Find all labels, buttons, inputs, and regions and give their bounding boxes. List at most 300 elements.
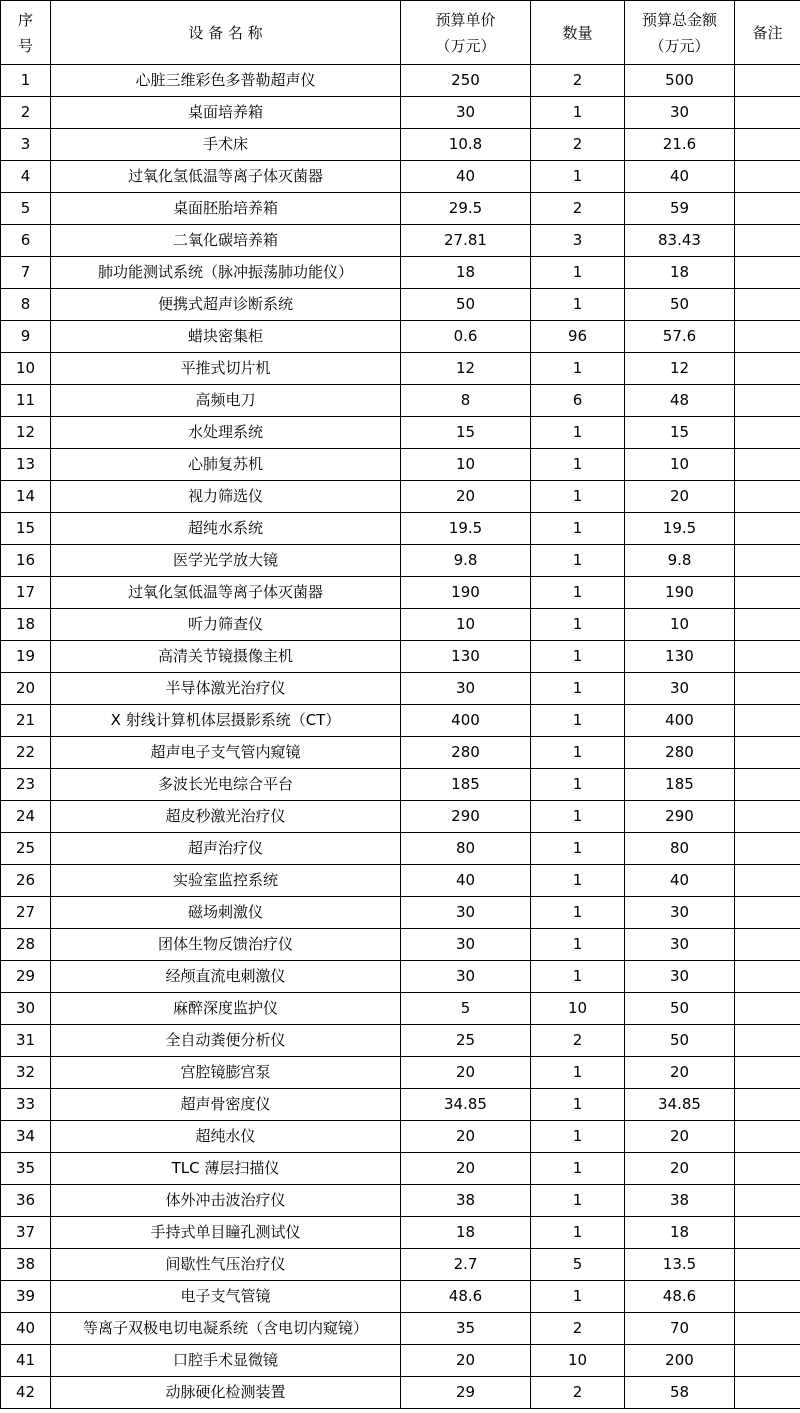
cell-remark [735,769,800,801]
cell-unit-price: 30 [401,97,531,129]
cell-total: 83.43 [625,225,735,257]
cell-remark [735,897,800,929]
cell-remark [735,1377,800,1409]
cell-name: 医学光学放大镜 [51,545,401,577]
table-row [1,1089,800,1121]
cell-remark [735,449,800,481]
cell-seq: 4 [1,161,51,193]
table-row [1,97,800,129]
cell-name: 半导体激光治疗仪 [51,673,401,705]
cell-total: 15 [625,417,735,449]
table-row [1,993,800,1025]
cell-seq: 16 [1,545,51,577]
cell-name: 多波长光电综合平台 [51,769,401,801]
table-row [1,1121,800,1153]
cell-quantity: 1 [531,1121,625,1153]
cell-name: 便携式超声诊断系统 [51,289,401,321]
table-row [1,961,800,993]
cell-name: 平推式切片机 [51,353,401,385]
cell-total: 50 [625,1025,735,1057]
cell-remark [735,993,800,1025]
cell-unit-price: 40 [401,865,531,897]
cell-seq: 23 [1,769,51,801]
cell-quantity: 5 [531,1249,625,1281]
cell-quantity: 1 [531,673,625,705]
cell-remark [735,705,800,737]
cell-quantity: 1 [531,257,625,289]
cell-quantity: 1 [531,833,625,865]
table-body [1,65,800,1409]
cell-unit-price: 20 [401,1345,531,1377]
cell-quantity: 1 [531,609,625,641]
cell-name: 蜡块密集柜 [51,321,401,353]
cell-name: 超皮秒激光治疗仪 [51,801,401,833]
cell-unit-price: 280 [401,737,531,769]
table-row [1,353,800,385]
cell-remark [735,929,800,961]
cell-quantity: 1 [531,737,625,769]
cell-total: 80 [625,833,735,865]
cell-seq: 12 [1,417,51,449]
cell-name: 二氧化碳培养箱 [51,225,401,257]
cell-unit-price: 20 [401,481,531,513]
cell-remark [735,481,800,513]
cell-unit-price: 10.8 [401,129,531,161]
cell-remark [735,321,800,353]
header-seq [1,1,51,65]
cell-name: 团体生物反馈治疗仪 [51,929,401,961]
cell-unit-price: 38 [401,1185,531,1217]
table-row [1,801,800,833]
header-remark: 备注 [735,1,800,65]
table-row [1,513,800,545]
cell-seq: 5 [1,193,51,225]
table-row [1,1025,800,1057]
cell-name: TLC 薄层扫描仪 [51,1153,401,1185]
header-quantity: 数量 [531,1,625,65]
cell-remark [735,801,800,833]
cell-unit-price: 250 [401,65,531,97]
table-row [1,1153,800,1185]
cell-total: 20 [625,1153,735,1185]
header-seq-line2: 号 [17,36,33,55]
cell-total: 10 [625,609,735,641]
cell-name: 口腔手术显微镜 [51,1345,401,1377]
cell-quantity: 3 [531,225,625,257]
cell-total: 48 [625,385,735,417]
cell-remark [735,97,800,129]
cell-quantity: 2 [531,65,625,97]
cell-remark [735,1089,800,1121]
cell-seq: 15 [1,513,51,545]
cell-remark [735,641,800,673]
cell-total: 50 [625,993,735,1025]
cell-name: 高清关节镜摄像主机 [51,641,401,673]
cell-seq: 30 [1,993,51,1025]
cell-total: 400 [625,705,735,737]
cell-seq: 38 [1,1249,51,1281]
header-unit-price [401,1,531,65]
table-row [1,1249,800,1281]
cell-name: 麻醉深度监护仪 [51,993,401,1025]
cell-quantity: 1 [531,897,625,929]
cell-name: 磁场刺激仪 [51,897,401,929]
cell-total: 40 [625,161,735,193]
cell-seq: 28 [1,929,51,961]
table-row [1,1185,800,1217]
table-row [1,897,800,929]
cell-remark [735,1249,800,1281]
cell-total: 18 [625,257,735,289]
header-total-line1: 预算总金额 [641,10,717,29]
cell-total: 13.5 [625,1249,735,1281]
cell-remark [735,577,800,609]
cell-seq: 9 [1,321,51,353]
table-row [1,1377,800,1409]
cell-total: 70 [625,1313,735,1345]
cell-remark [735,1281,800,1313]
cell-seq: 14 [1,481,51,513]
cell-remark [735,257,800,289]
cell-seq: 8 [1,289,51,321]
cell-quantity: 1 [531,801,625,833]
cell-quantity: 1 [531,1185,625,1217]
cell-seq: 37 [1,1217,51,1249]
cell-quantity: 1 [531,577,625,609]
cell-remark [735,225,800,257]
cell-total: 30 [625,897,735,929]
table-row [1,481,800,513]
cell-total: 30 [625,97,735,129]
table-row [1,1217,800,1249]
cell-unit-price: 27.81 [401,225,531,257]
cell-name: 听力筛查仪 [51,609,401,641]
cell-unit-price: 5 [401,993,531,1025]
cell-remark [735,673,800,705]
cell-unit-price: 29 [401,1377,531,1409]
cell-total: 200 [625,1345,735,1377]
cell-remark [735,65,800,97]
cell-unit-price: 35 [401,1313,531,1345]
cell-unit-price: 30 [401,897,531,929]
cell-total: 20 [625,481,735,513]
cell-unit-price: 10 [401,449,531,481]
cell-remark [735,961,800,993]
cell-quantity: 1 [531,97,625,129]
cell-quantity: 1 [531,705,625,737]
table-row [1,449,800,481]
table-row [1,673,800,705]
cell-remark [735,385,800,417]
cell-remark [735,1025,800,1057]
cell-unit-price: 18 [401,1217,531,1249]
cell-quantity: 1 [531,1057,625,1089]
cell-remark [735,833,800,865]
cell-unit-price: 20 [401,1057,531,1089]
table-row [1,929,800,961]
cell-seq: 32 [1,1057,51,1089]
cell-quantity: 2 [531,1025,625,1057]
cell-name: 体外冲击波治疗仪 [51,1185,401,1217]
cell-remark [735,513,800,545]
cell-total: 185 [625,769,735,801]
cell-remark [735,289,800,321]
cell-unit-price: 400 [401,705,531,737]
cell-seq: 25 [1,833,51,865]
table-row [1,257,800,289]
cell-seq: 27 [1,897,51,929]
cell-unit-price: 10 [401,609,531,641]
cell-name: 电子支气管镜 [51,1281,401,1313]
cell-total: 10 [625,449,735,481]
cell-total: 9.8 [625,545,735,577]
cell-quantity: 1 [531,449,625,481]
cell-name: 心脏三维彩色多普勒超声仪 [51,65,401,97]
table-row [1,321,800,353]
cell-seq: 1 [1,65,51,97]
cell-quantity: 1 [531,417,625,449]
cell-remark [735,1121,800,1153]
cell-quantity: 1 [531,513,625,545]
cell-name: 超声治疗仪 [51,833,401,865]
cell-unit-price: 185 [401,769,531,801]
cell-quantity: 1 [531,289,625,321]
cell-unit-price: 25 [401,1025,531,1057]
cell-name: 间歇性气压治疗仪 [51,1249,401,1281]
cell-seq: 22 [1,737,51,769]
table-row [1,385,800,417]
cell-seq: 31 [1,1025,51,1057]
cell-seq: 29 [1,961,51,993]
table-row [1,129,800,161]
table-row [1,577,800,609]
cell-unit-price: 34.85 [401,1089,531,1121]
table-row [1,705,800,737]
cell-seq: 40 [1,1313,51,1345]
cell-name: 桌面培养箱 [51,97,401,129]
cell-quantity: 1 [531,161,625,193]
cell-quantity: 6 [531,385,625,417]
cell-quantity: 1 [531,481,625,513]
cell-name: 宫腔镜膨宫泵 [51,1057,401,1089]
cell-name: 全自动粪便分析仪 [51,1025,401,1057]
cell-quantity: 2 [531,193,625,225]
cell-total: 48.6 [625,1281,735,1313]
cell-name: 超声骨密度仪 [51,1089,401,1121]
cell-seq: 20 [1,673,51,705]
cell-quantity: 96 [531,321,625,353]
cell-unit-price: 30 [401,929,531,961]
table-row [1,193,800,225]
cell-quantity: 1 [531,1217,625,1249]
cell-quantity: 1 [531,961,625,993]
cell-total: 59 [625,193,735,225]
cell-name: 手术床 [51,129,401,161]
cell-unit-price: 2.7 [401,1249,531,1281]
cell-seq: 42 [1,1377,51,1409]
cell-quantity: 1 [531,641,625,673]
cell-seq: 2 [1,97,51,129]
cell-remark [735,737,800,769]
table-row [1,737,800,769]
cell-name: 过氧化氢低温等离子体灭菌器 [51,161,401,193]
cell-total: 500 [625,65,735,97]
header-seq-line1: 序 [17,10,33,29]
cell-total: 190 [625,577,735,609]
cell-total: 280 [625,737,735,769]
cell-remark [735,1217,800,1249]
cell-remark [735,353,800,385]
cell-seq: 35 [1,1153,51,1185]
cell-unit-price: 80 [401,833,531,865]
cell-unit-price: 8 [401,385,531,417]
cell-name: 手持式单目瞳孔测试仪 [51,1217,401,1249]
table-row [1,1345,800,1377]
cell-seq: 11 [1,385,51,417]
cell-unit-price: 20 [401,1121,531,1153]
cell-unit-price: 20 [401,1153,531,1185]
cell-total: 30 [625,673,735,705]
header-name: 设 备 名 称 [51,1,401,65]
header-total [625,1,735,65]
cell-name: 肺功能测试系统（脉冲振荡肺功能仪） [51,257,401,289]
cell-remark [735,129,800,161]
table-row [1,545,800,577]
cell-remark [735,1345,800,1377]
cell-remark [735,1313,800,1345]
cell-quantity: 1 [531,1281,625,1313]
cell-unit-price: 0.6 [401,321,531,353]
cell-remark [735,1185,800,1217]
cell-seq: 19 [1,641,51,673]
cell-name: 视力筛选仪 [51,481,401,513]
cell-quantity: 10 [531,993,625,1025]
cell-unit-price: 29.5 [401,193,531,225]
cell-quantity: 1 [531,545,625,577]
cell-unit-price: 48.6 [401,1281,531,1313]
cell-total: 290 [625,801,735,833]
table-row [1,833,800,865]
cell-seq: 34 [1,1121,51,1153]
table-row [1,417,800,449]
cell-name: X 射线计算机体层摄影系统（CT） [51,705,401,737]
cell-total: 20 [625,1121,735,1153]
cell-quantity: 1 [531,353,625,385]
cell-unit-price: 290 [401,801,531,833]
table-row [1,225,800,257]
cell-quantity: 2 [531,1313,625,1345]
cell-seq: 41 [1,1345,51,1377]
cell-total: 40 [625,865,735,897]
cell-unit-price: 12 [401,353,531,385]
table-row [1,609,800,641]
cell-quantity: 1 [531,1153,625,1185]
cell-name: 动脉硬化检测装置 [51,1377,401,1409]
cell-name: 等离子双极电切电凝系统（含电切内窥镜） [51,1313,401,1345]
cell-name: 实验室监控系统 [51,865,401,897]
cell-seq: 13 [1,449,51,481]
table-header [1,1,800,65]
cell-remark [735,1153,800,1185]
cell-total: 38 [625,1185,735,1217]
cell-quantity: 1 [531,929,625,961]
cell-name: 水处理系统 [51,417,401,449]
cell-quantity: 2 [531,129,625,161]
table-row [1,1057,800,1089]
cell-quantity: 1 [531,769,625,801]
cell-quantity: 1 [531,865,625,897]
table-row [1,161,800,193]
cell-unit-price: 190 [401,577,531,609]
cell-unit-price: 30 [401,961,531,993]
cell-name: 心肺复苏机 [51,449,401,481]
table-row [1,1281,800,1313]
cell-remark [735,865,800,897]
cell-unit-price: 9.8 [401,545,531,577]
cell-seq: 36 [1,1185,51,1217]
header-unit-price-line2: （万元） [435,36,496,55]
cell-total: 34.85 [625,1089,735,1121]
cell-remark [735,193,800,225]
cell-unit-price: 19.5 [401,513,531,545]
cell-name: 桌面胚胎培养箱 [51,193,401,225]
table-row [1,641,800,673]
cell-seq: 33 [1,1089,51,1121]
table-row [1,65,800,97]
header-row [1,1,800,65]
table-row [1,1313,800,1345]
cell-seq: 3 [1,129,51,161]
cell-total: 20 [625,1057,735,1089]
cell-name: 超声电子支气管内窥镜 [51,737,401,769]
cell-name: 超纯水系统 [51,513,401,545]
cell-total: 130 [625,641,735,673]
header-total-line2: （万元） [649,36,710,55]
header-unit-price-line1: 预算单价 [435,10,496,29]
cell-total: 50 [625,289,735,321]
cell-seq: 26 [1,865,51,897]
table-row [1,865,800,897]
cell-name: 过氧化氢低温等离子体灭菌器 [51,577,401,609]
table-row [1,769,800,801]
cell-total: 19.5 [625,513,735,545]
cell-total: 30 [625,929,735,961]
cell-unit-price: 40 [401,161,531,193]
cell-remark [735,161,800,193]
cell-remark [735,1057,800,1089]
cell-remark [735,545,800,577]
cell-quantity: 10 [531,1345,625,1377]
cell-name: 超纯水仪 [51,1121,401,1153]
cell-quantity: 2 [531,1377,625,1409]
cell-seq: 18 [1,609,51,641]
cell-total: 57.6 [625,321,735,353]
cell-seq: 6 [1,225,51,257]
cell-seq: 24 [1,801,51,833]
cell-remark [735,417,800,449]
cell-seq: 39 [1,1281,51,1313]
cell-seq: 10 [1,353,51,385]
cell-quantity: 1 [531,1089,625,1121]
cell-seq: 17 [1,577,51,609]
cell-total: 18 [625,1217,735,1249]
cell-remark [735,609,800,641]
cell-total: 21.6 [625,129,735,161]
table-row [1,289,800,321]
cell-seq: 21 [1,705,51,737]
cell-name: 经颅直流电刺激仪 [51,961,401,993]
cell-total: 58 [625,1377,735,1409]
